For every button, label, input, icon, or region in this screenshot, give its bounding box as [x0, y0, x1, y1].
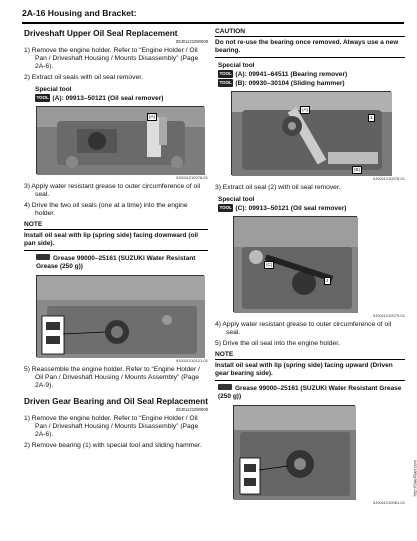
tool-badge-icon: TOOL	[219, 80, 232, 85]
photo-oil-seal-remover	[36, 106, 204, 174]
step-5: 5) Drive the oil seal into the engine holder.	[215, 340, 340, 347]
caution-box	[215, 28, 405, 58]
tool-badge-icon: TOOL	[219, 205, 232, 210]
note-body: Install oil seal with lip (spring side) facing upward (Driven gear bearing side).	[215, 360, 405, 381]
section-code: Z9J01121090008	[175, 39, 208, 44]
photo-driven-gear-bearing	[234, 406, 356, 500]
grease-icon	[36, 254, 50, 260]
section-code: Z9J01121090009	[175, 407, 208, 412]
step-4: 4) Apply water resistant grease to outer circumference of oil seal.	[215, 321, 392, 336]
step-3: 3) Extract oil seal (2) with oil seal remover.	[215, 184, 341, 191]
image-code: 9J0011210121-01	[176, 358, 208, 363]
photo-bearing-remover	[231, 91, 391, 175]
tool-a: TOOL (A): 09913–50121 (Oil seal remover)	[36, 95, 164, 102]
note-body: Install oil seal with lip (spring side) facing downward (oil pan side).	[24, 230, 208, 251]
photo-label-1: 1	[370, 115, 373, 120]
tool-a: TOOL (A): 09941–64511 (Bearing remover)	[219, 71, 348, 78]
step-4: 4) Drive the two oil seals (one at a time) into the engine holder.	[24, 202, 188, 217]
special-tool-heading: Special tool	[218, 196, 255, 203]
image-code: 9J0011210076-01	[176, 175, 208, 180]
watermark-url: http://SeeFluer.com	[412, 460, 417, 497]
note-box	[215, 351, 405, 381]
special-tool-heading: Special tool	[35, 86, 72, 93]
photo-label-b: (B)	[354, 167, 360, 172]
photo-label-a: (A)	[149, 114, 155, 119]
photo-label-a: (A)	[302, 107, 308, 112]
photo-engine-holder-top	[37, 107, 205, 175]
tool-c: TOOL (C): 09913–50121 (Oil seal remover)	[219, 205, 347, 212]
grease-spec: Grease 99000–25161 (SUZUKI Water Resistant Grease (250 g))	[36, 255, 196, 270]
image-code: 9J0011210079-01	[373, 313, 405, 318]
tool-badge-icon: TOOL	[36, 95, 49, 100]
tool-b: TOOL (B): 09930–30104 (Sliding hammer)	[219, 80, 345, 87]
note-box	[24, 221, 208, 251]
note-heading: NOTE	[24, 221, 208, 230]
grease-icon	[218, 384, 232, 390]
right-column	[215, 28, 405, 505]
step-1: 1) Remove the engine holder. Refer to “Engine Holder / Oil Pan / Driveshaft Housing / Mounts Disassembly” (Page 2A-6).	[24, 415, 199, 438]
photo-driven-gear-seal	[233, 405, 355, 499]
tool-badge-icon: TOOL	[219, 71, 232, 76]
caution-heading: CAUTION	[215, 28, 405, 37]
step-2: 2) Remove bearing (1) with special tool and sliding hammer.	[24, 442, 202, 449]
step-2: 2) Extract oil seals with oil seal remover.	[24, 74, 143, 81]
photo-holder-seal	[37, 276, 205, 358]
caution-body: Do not re-use the bearing once removed. Always use a new bearing.	[215, 37, 405, 58]
note-heading: NOTE	[215, 351, 405, 360]
photo-seal-extraction	[234, 217, 358, 313]
photo-oil-seal-install	[36, 275, 204, 357]
section-title-driven-gear: Driven Gear Bearing and Oil Seal Replacement	[24, 396, 208, 406]
grease-spec: Grease 99000–25161 (SUZUKI Water Resistant Grease (250 g))	[218, 385, 402, 400]
photo-label-2: 2	[326, 278, 329, 283]
section-title-upper-oil-seal: Driveshaft Upper Oil Seal Replacement	[24, 28, 178, 38]
header-rule	[22, 22, 404, 24]
photo-label-c: (C)	[266, 262, 273, 267]
step-3: 3) Apply water resistant grease to outer circumference of oil seal.	[24, 183, 201, 198]
step-5: 5) Reassemble the engine holder. Refer to “Engine Holder / Oil Pan / Driveshaft Housing / Mounts Assembly” (Page 2A-9).	[24, 366, 200, 389]
photo-oil-seal-remover-c	[233, 216, 357, 312]
image-code: 9J0011210081-01	[373, 500, 405, 505]
left-column	[24, 28, 208, 450]
step-1: 1) Remove the engine holder. Refer to “Engine Holder / Oil Pan / Driveshaft Housing / Mounts Disassembly” (Page 2A-6).	[24, 47, 199, 70]
special-tool-heading: Special tool	[218, 62, 255, 69]
photo-bearing-removal	[232, 92, 392, 176]
image-code: 9J0011210078-01	[373, 176, 405, 181]
page-header: 2A-16 Housing and Bracket:	[22, 8, 137, 18]
